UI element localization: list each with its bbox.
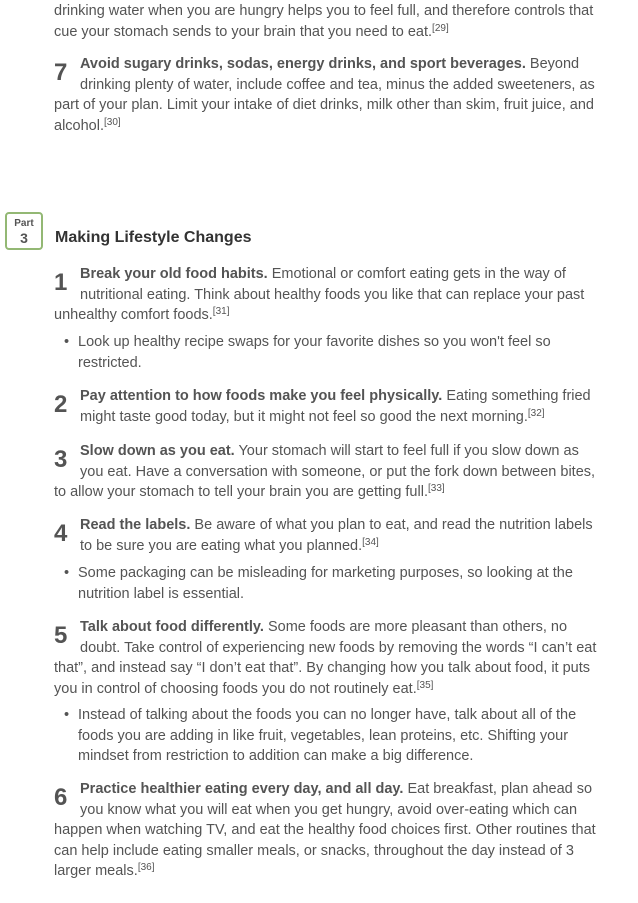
step-number: 7 <box>54 59 68 86</box>
step-7 <box>54 54 599 136</box>
step-number: 6 <box>54 784 68 811</box>
step-number: 3 <box>54 446 68 473</box>
bullet-item: • Look up healthy recipe swaps for your favorite dishes so you won't feel so restricted. <box>78 332 578 373</box>
step-number: 5 <box>54 622 68 649</box>
citation-link[interactable]: [33] <box>427 483 445 494</box>
step-5 <box>54 617 599 699</box>
step-number: 4 <box>54 520 68 547</box>
step-number: 1 <box>54 269 68 296</box>
part-number: 3 <box>20 230 28 246</box>
step-heading: Pay attention to how foods make you feel physically. <box>80 388 443 404</box>
step-text: Eat breakfast, plan ahead so you know what you will eat when you get hungry, avoid over-eating which can happen when watching TV, and eat the healthy food choices first. Other routines that can help include eating smaller meals, or snacks, throughout the day instead of 3 larger meals. <box>54 781 596 879</box>
step-3 <box>54 441 599 503</box>
citation-link[interactable]: [30] <box>103 116 121 128</box>
step-heading: Practice healthier eating every day, and all day. <box>80 781 404 797</box>
step-heading: Slow down as you eat. <box>80 443 235 459</box>
citation-link[interactable]: [29] <box>432 22 449 34</box>
intro-text: drinking water when you are hungry helps you to feel full, and therefore controls that cue your stomach sends to your brain that you need to eat. <box>54 3 594 40</box>
citation-link[interactable]: [35] <box>416 679 434 691</box>
part-badge <box>5 212 43 250</box>
step-text: Eating something fried might taste good today, but it might not feel so good the next morning. <box>80 388 591 425</box>
step-text: Some foods are more pleasant than others, no doubt. Take control of experiencing new foods by removing the words “I can’t eat that”, and instead say “I don’t eat that”. By changing how you talk about food, it puts you in control of choosing foods you do not routinely eat. <box>54 619 597 697</box>
step-number: 2 <box>54 391 68 418</box>
step-1 <box>54 264 599 326</box>
step-heading: Break your old food habits. <box>80 266 268 282</box>
step-text: Your stomach will start to feel full if you slow down as you eat. Have a conversation with someone, or put the fork down between bites, to allow your stomach to tell your brain you are getting full. <box>54 443 596 500</box>
part-label: Part <box>14 218 34 229</box>
part-title: Making Lifestyle Changes <box>55 229 252 246</box>
bullet-item: • Some packaging can be misleading for marketing purposes, so looking at the nutrition label is essential. <box>78 563 578 604</box>
citation-link[interactable]: [36] <box>137 862 155 873</box>
step-4 <box>54 515 599 556</box>
step-text: Be aware of what you plan to eat, and read the nutrition labels to be sure you are eating what you planned. <box>80 517 593 554</box>
step-heading: Read the labels. <box>80 517 191 533</box>
step-heading: Talk about food differently. <box>80 619 264 635</box>
step-6 <box>54 779 599 882</box>
step-text: Beyond drinking plenty of water, include coffee and tea, minus the added sweeteners, as part of your plan. Limit your intake of diet drinks, milk other than skim, fruit juice, and alcohol. <box>54 56 595 134</box>
bullet-item: • Instead of talking about the foods you can no longer have, talk about all of the foods you are adding in like fruit, vegetables, lean proteins, etc. Shifting your mindset from restriction to addition can make a big difference. <box>78 705 578 767</box>
citation-link[interactable]: [31] <box>212 306 230 317</box>
step-heading: Avoid sugary drinks, sodas, energy drinks, and sport beverages. <box>80 56 526 72</box>
step-2 <box>54 386 599 427</box>
step-text: Emotional or comfort eating gets in the way of nutritional eating. Think about healthy foods you like that can replace your past unhealthy comfort foods. <box>54 266 585 323</box>
citation-link[interactable]: [32] <box>527 407 545 419</box>
citation-link[interactable]: [34] <box>362 536 379 548</box>
intro-paragraph <box>54 1 599 42</box>
